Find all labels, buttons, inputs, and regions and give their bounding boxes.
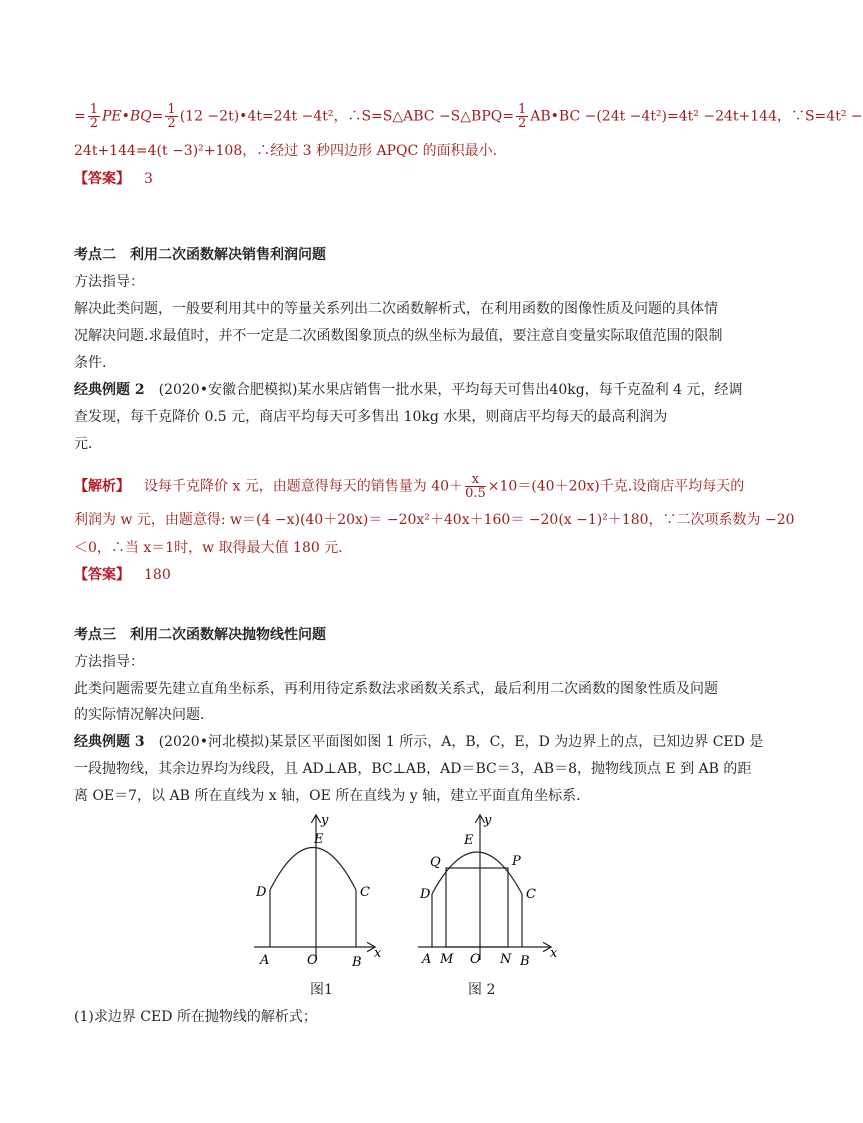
equals-sign: = — [74, 108, 86, 125]
label-x: x — [550, 946, 558, 961]
method-text: 条件. — [74, 355, 107, 371]
label-e: E — [464, 833, 474, 848]
method-text: 况解决问题.求最值时，并不一定是二次函数图象顶点的纵坐标为最值，要注意自变量实际取值范围的限制 — [74, 328, 723, 344]
fraction-half: $\frac{1}{2}$ — [167, 102, 176, 131]
solution-line-1 — [74, 103, 863, 130]
example-text: (2020•安徽合肥模拟)某水果店销售一批水果，平均每天可售出40kg，每千克盈利 4 元，经调 — [158, 382, 743, 398]
fraction-x-over-half: $\frac{x}{0.5}$ — [465, 472, 486, 501]
figure-1-caption: 图1 — [310, 982, 333, 998]
fraction-half: $\frac{1}{2}$ — [517, 102, 527, 131]
label-y: y — [321, 813, 329, 828]
label-d: D — [256, 885, 267, 900]
label-o: O — [307, 953, 318, 968]
method-text: 此类问题需要先建立直角坐标系，再利用待定系数法求函数关系式，最后利用二次函数的图象性质及问题 — [74, 681, 718, 697]
label-y: y — [484, 813, 492, 828]
rectangle-mnpq — [446, 868, 508, 947]
method-label: 方法指导： — [74, 274, 144, 290]
example-label: 经典例题 3 — [74, 734, 145, 750]
figure-2 — [410, 810, 570, 970]
analysis-line-2: 利润为 w 元，由题意得: w＝(4 −x)(40＋20x)＝ −20x²＋40x＋160＝ −20(x −1)²＋180，∵二次项系数为 −20 — [74, 512, 795, 528]
label-c: C — [526, 887, 536, 902]
label-n: N — [500, 952, 512, 967]
label-b: B — [520, 954, 530, 969]
analysis-text: 设每千克降价 x 元，由题意得每天的销售量为 40＋ — [144, 478, 464, 495]
example-text: 离 OE＝7，以 AB 所在直线为 x 轴，OE 所在直线为 y 轴，建立平面直角坐标系． — [74, 788, 591, 804]
label-x: x — [374, 946, 382, 961]
example-text: 元． — [74, 436, 102, 452]
answer-label: 【答案】 — [74, 567, 130, 583]
answer-row-2 — [74, 565, 171, 585]
section-heading-2: 考点二 利用二次函数解决销售利润问题 — [74, 247, 326, 263]
method-text: 解决此类问题，一般要利用其中的等量关系列出二次函数解析式，在利用函数的图像性质及问题的具体情 — [74, 301, 718, 317]
parabola-ced — [270, 848, 356, 891]
analysis-line-1 — [74, 473, 744, 500]
example-label: 经典例题 2 — [74, 382, 145, 398]
label-o: O — [470, 952, 481, 967]
solution-text: (12 −2t)•4t=24t −4t²，∴S=S△ABC −S△BPQ= — [179, 108, 514, 125]
example-text: 一段抛物线，其余边界均为线段，且 AD⊥AB，BC⊥AB，AD＝BC＝3，AB＝8，抛物线顶点 E 到 AB 的距 — [74, 761, 752, 777]
analysis-label: 【解析】 — [74, 478, 130, 495]
solution-text: AB•BC −(24t −4t²)=4t² −24t+144，∵S=4t² − — [530, 108, 863, 125]
example-line — [74, 732, 763, 752]
label-a: A — [422, 952, 432, 967]
label-b: B — [352, 955, 362, 970]
question-1: (1)求边界 CED 所在抛物线的解析式； — [74, 1009, 317, 1025]
figure-1 — [250, 810, 390, 970]
label-d: D — [420, 887, 431, 902]
solution-line-2: 24t+144=4(t −3)²+108，∴经过 3 秒四边形 APQC 的面积最小． — [74, 143, 507, 159]
label-q: Q — [430, 855, 441, 870]
example-text: (2020•河北模拟)某景区平面图如图 1 所示，A，B，C，E，D 为边界上的点，已知边界 CED 是 — [158, 734, 764, 750]
label-e: E — [314, 832, 324, 847]
label-p: P — [512, 854, 521, 869]
solution-text: PE•BQ= — [102, 108, 164, 125]
method-label: 方法指导： — [74, 654, 144, 670]
section-heading-3: 考点三 利用二次函数解决抛物线性问题 — [74, 627, 326, 643]
figure-2-caption: 图 2 — [468, 982, 496, 998]
label-m: M — [440, 952, 454, 967]
label-a: A — [260, 953, 270, 968]
example-line — [74, 380, 743, 400]
answer-value: 180 — [144, 567, 171, 583]
analysis-text: ×10＝(40＋20x)千克.设商店平均每天的 — [487, 478, 745, 495]
label-c: C — [360, 885, 370, 900]
method-text: 的实际情况解决问题． — [74, 707, 214, 723]
analysis-line-3: ＜0，∴当 x＝1时，w 取得最大值 180 元． — [74, 540, 353, 556]
example-text: 查发现，每千克降价 0.5 元，商店平均每天可多售出 10kg 水果，则商店平均每天的最高利润为 — [74, 409, 668, 425]
answer-value: 3 — [144, 171, 153, 187]
answer-row-1 — [74, 169, 153, 189]
fraction-half: $\frac{1}{2}$ — [89, 102, 99, 131]
answer-label: 【答案】 — [74, 171, 130, 187]
